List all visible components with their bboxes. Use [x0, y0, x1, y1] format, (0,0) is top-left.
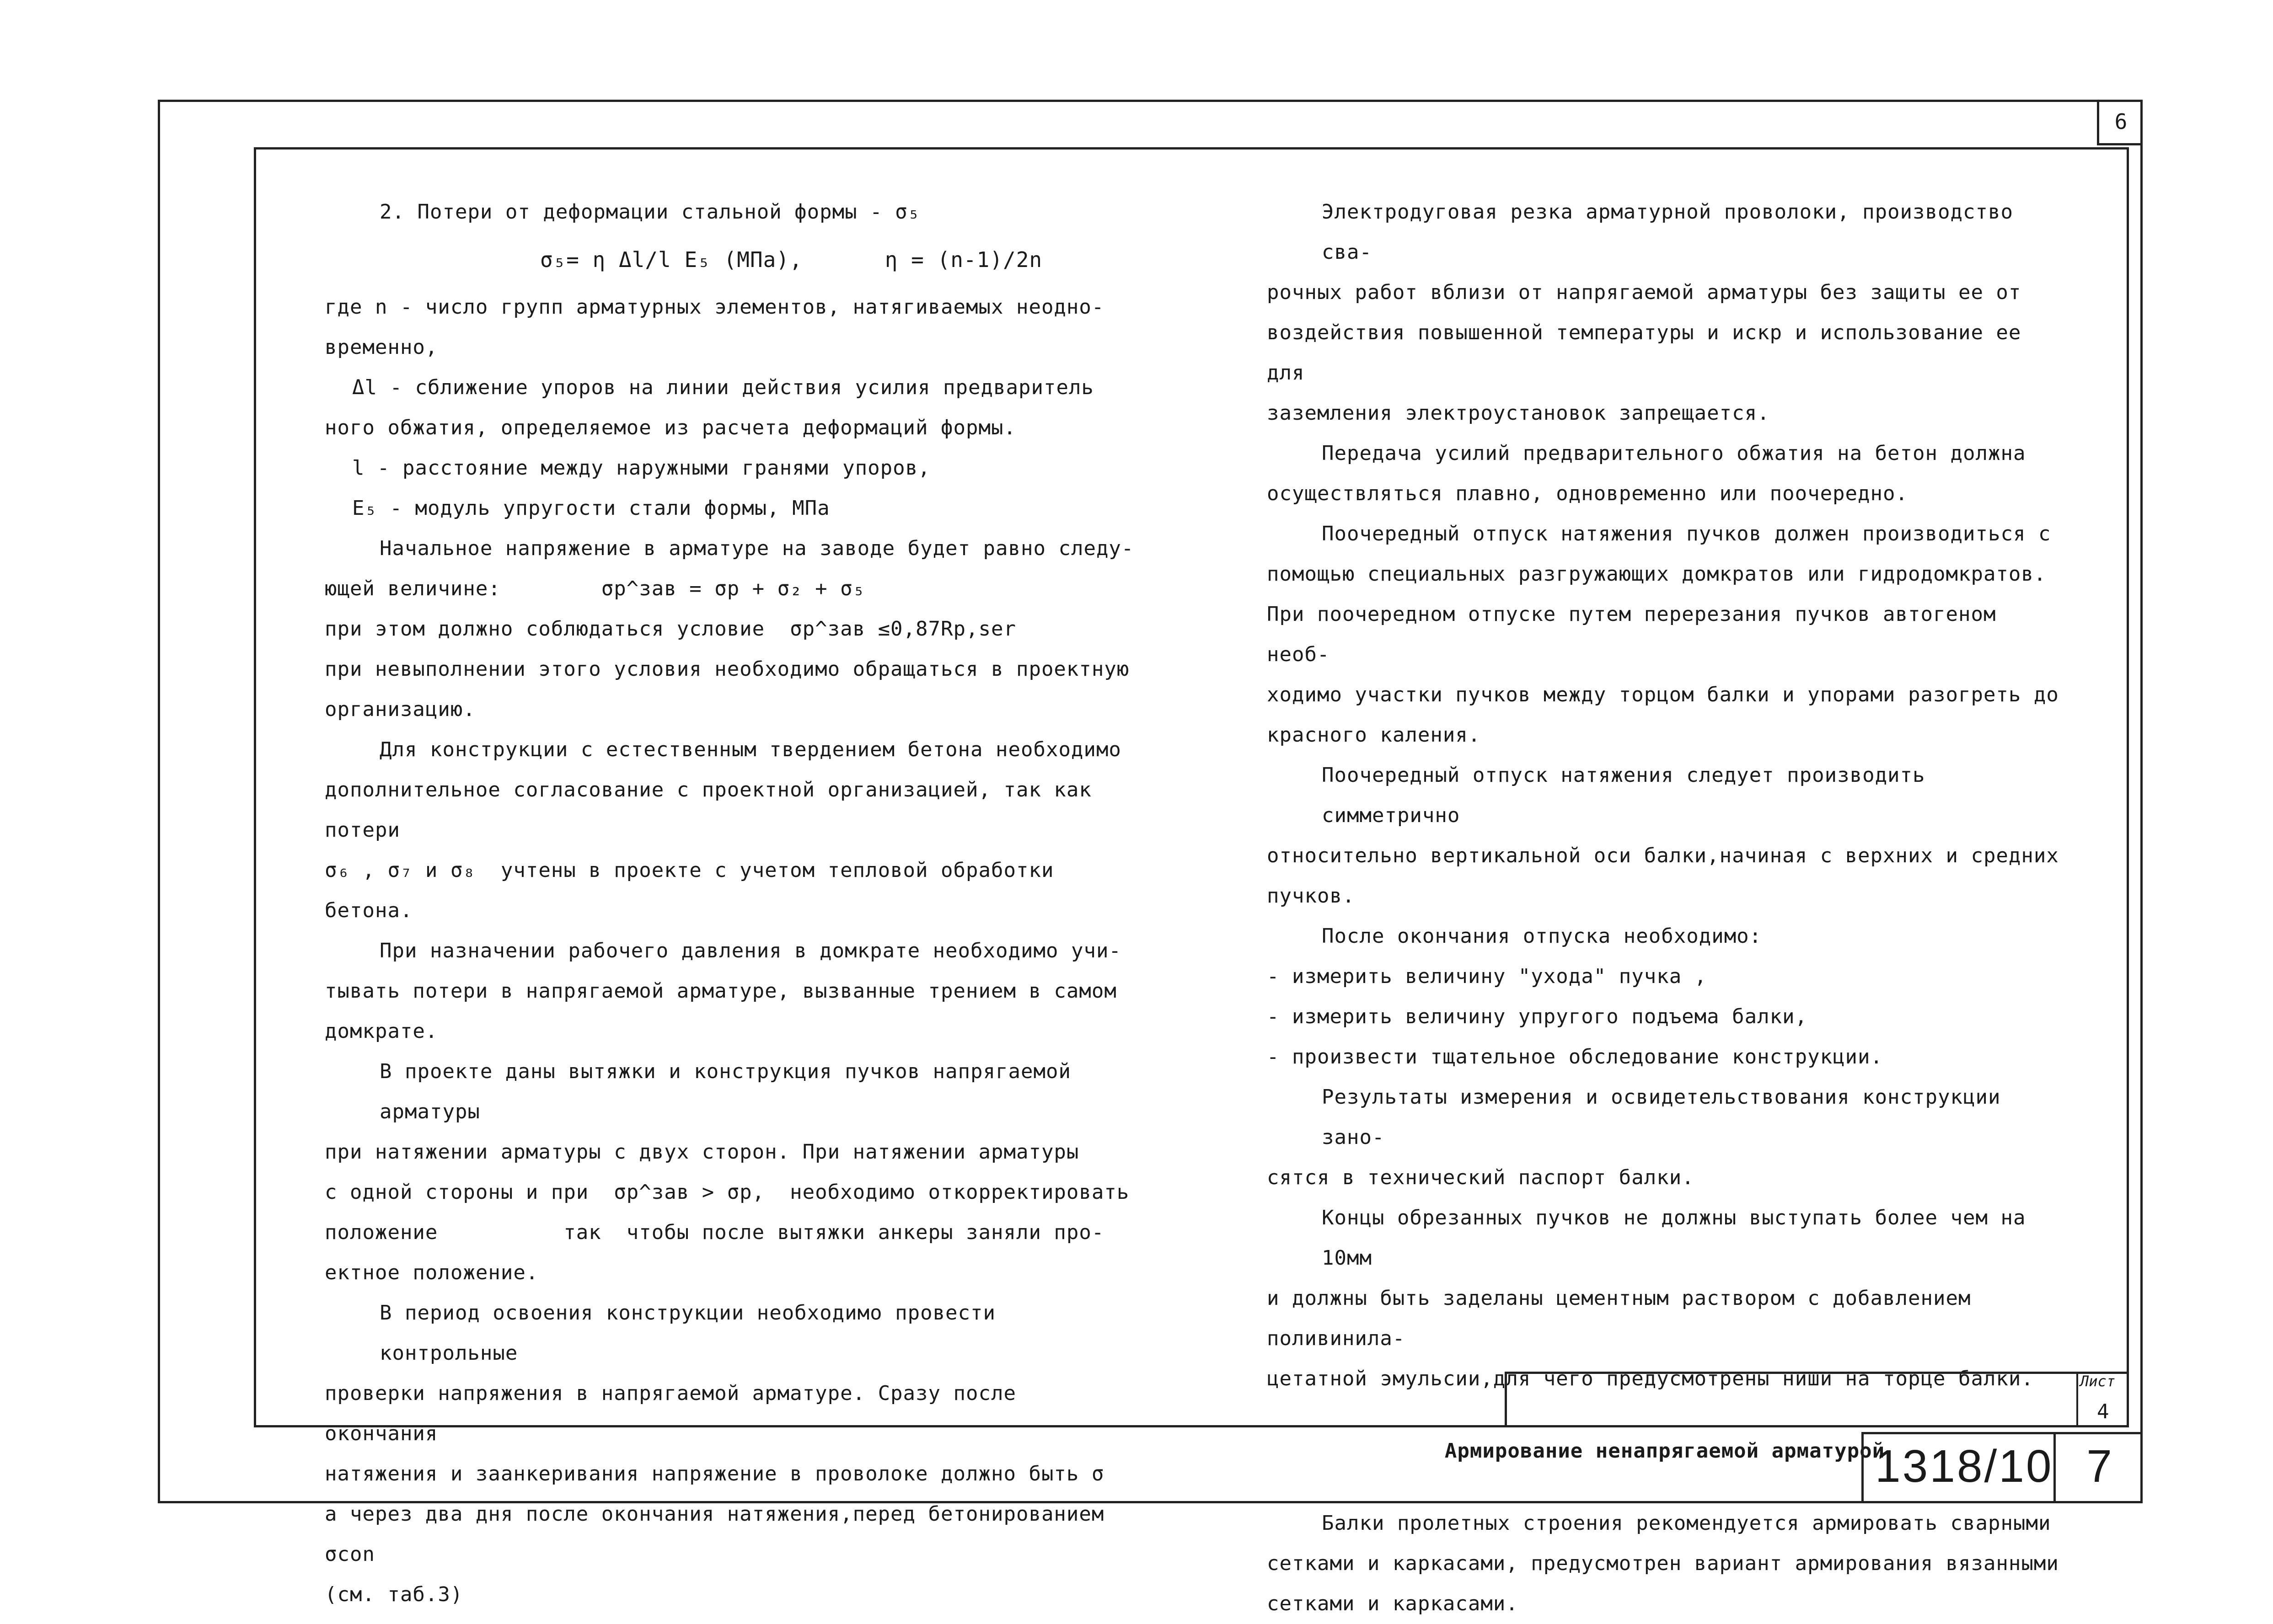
text-line: а через два дня после окончания натяжения,перед бетонированием σcon: [325, 1502, 1130, 1566]
text-line: Для конструкции с естественным твердением бетона необходимо: [380, 738, 1121, 761]
text-line: красного каления.: [1267, 723, 1481, 747]
text-line: проверки напряжения в напрягаемой арматуре. Сразу после окончания: [325, 1382, 1029, 1445]
text-line: В проекте даны вытяжки и конструкция пучков напрягаемой арматуры: [380, 1060, 1084, 1123]
text-line: где n - число групп арматурных элементов, натягиваемых неодно-: [325, 295, 1104, 319]
text-line: Δl - сближение упоров на линии действия усилия предваритель: [352, 376, 1094, 399]
text-line: Передача усилий предварительного обжатия на бетон должна: [1322, 442, 2026, 465]
text-line: помощью специальных разгружающих домкратов или гидродомкратов.: [1267, 562, 2047, 586]
text-line: При поочередном отпуске путем перерезания пучков автогеном необ-: [1267, 603, 2009, 666]
text-line: E₅ - модуль упругости стали формы, МПа: [352, 497, 830, 520]
text-line: ного обжатия, определяемое из расчета деформаций формы.: [325, 416, 1016, 439]
text-line: Балки пролетных строения рекомендуется армировать сварными: [1322, 1512, 2051, 1535]
text-line: дополнительное согласование с проектной организацией, так как потери: [325, 778, 1104, 842]
text-line: ходимо участки пучков между торцом балки и упорами разогреть до: [1267, 683, 2059, 706]
text-line: сетками и каркасами, предусмотрен вариант армирования вязанными: [1267, 1552, 2059, 1575]
section-title: 2. Потери от деформации стальной формы - σ₅: [380, 200, 921, 224]
text-line: цетатной эмульсии,для чего предусмотрены ниши на торце балки.: [1267, 1367, 2034, 1390]
text-line: при невыполнении этого условия необходимо обращаться в проектную: [325, 657, 1130, 681]
text-line: Начальное напряжение в арматуре на заводе будет равно следу-: [380, 537, 1134, 560]
sheet-list-number: 4: [2097, 1400, 2109, 1423]
corner-sheet-number: 6: [2097, 100, 2143, 145]
text-line: После окончания отпуска необходимо:: [1322, 924, 1762, 948]
text-line: заземления электроустановок запрещается.: [1267, 401, 1770, 425]
text-line: Результаты измерения и освидетельствования конструкции зано-: [1322, 1085, 2013, 1149]
title-block-stamp: [1505, 1372, 2129, 1427]
text-line: В период освоения конструкции необходимо провести контрольные: [380, 1301, 1008, 1365]
document-code: 1318/10: [1875, 1441, 2053, 1492]
list-item: - произвести тщательное обследование конструкции.: [1267, 1045, 1883, 1068]
text-line: ющей величине: σp^зав = σp + σ₂ + σ₅: [325, 577, 866, 600]
text-line: При назначении рабочего давления в домкрате необходимо учи-: [380, 939, 1121, 962]
text-line: Поочередный отпуск натяжения следует производить симметрично: [1322, 764, 1938, 827]
text-line: тывать потери в напрягаемой арматуре, вызванные трением в самом домкрате.: [325, 979, 1130, 1043]
section-heading: Армирование ненапрягаемой арматурой: [1444, 1439, 1885, 1463]
text-line: положение так чтобы после вытяжки анкеры заняли про-: [325, 1221, 1104, 1244]
list-item: - измерить величину упругого подъема балки,: [1267, 1005, 1808, 1028]
text-line: Поочередный отпуск натяжения пучков должен производиться с: [1322, 522, 2051, 545]
text-line: Концы обрезанных пучков не должны выступать более чем на 10мм: [1322, 1206, 2038, 1270]
text-line: организацию.: [325, 698, 476, 721]
text-line: рочных работ вблизи от напрягаемой арматуры без защиты ее от: [1267, 281, 2021, 304]
formula-losses: [325, 232, 1139, 287]
list-item: - измерить величину "ухода" пучка ,: [1267, 965, 1707, 988]
text-line: при этом должно соблюдаться условие σp^зав ≤0,87Rp,ser: [325, 617, 1016, 641]
text-line: ектное положение.: [325, 1261, 539, 1284]
document-page-number: 7: [2086, 1441, 2112, 1492]
text-line: пучков.: [1267, 884, 1355, 908]
text-line: Электродуговая резка арматурной проволоки, производство сва-: [1322, 200, 2026, 264]
left-text-column: [325, 192, 1139, 1615]
text-line: сетками и каркасами.: [1267, 1592, 1518, 1615]
text-line: l - расстояние между наружными гранями упоров,: [352, 456, 931, 480]
text-line: временно,: [325, 336, 438, 359]
text-line: сятся в технический паспорт балки.: [1267, 1166, 1694, 1189]
text-line: воздействия повышенной температуры и искр и использование ее для: [1267, 321, 2034, 385]
text-line: осуществляться плавно, одновременно или поочередно.: [1267, 482, 1908, 505]
text-line: с одной стороны и при σp^зав > σp, необходимо откорректировать: [325, 1181, 1130, 1204]
text-line: относительно вертикальной оси балки,начиная с верхних и средних: [1267, 844, 2059, 867]
text-line: и должны быть заделаны цементным раствором с добавлением поливинила-: [1267, 1287, 1984, 1350]
formula-main: σ₅= η Δl/l E₅ (МПа),: [540, 247, 803, 272]
sheet-list-label: Лист: [2080, 1373, 2116, 1390]
text-line: при натяжении арматуры с двух сторон. При натяжении арматуры: [325, 1140, 1079, 1164]
text-line: σ₆ , σ₇ и σ₈ учтены в проекте с учетом тепловой обработки бетона.: [325, 859, 1067, 922]
text-line: натяжения и заанкеривания напряжение в проволоке должно быть σ: [325, 1462, 1104, 1485]
text-line: (см. таб.3): [325, 1583, 463, 1606]
formula-eta: η = (n-1)/2n: [885, 247, 1043, 272]
